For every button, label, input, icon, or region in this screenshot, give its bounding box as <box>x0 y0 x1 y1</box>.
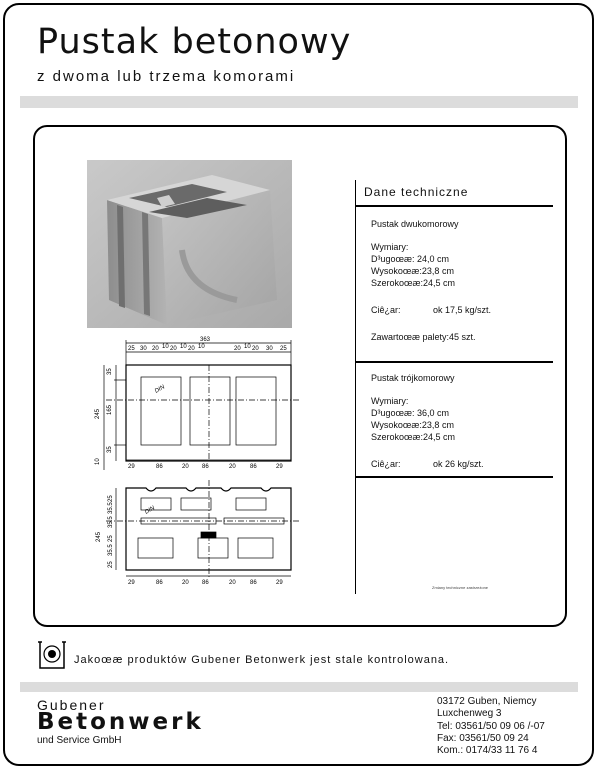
left-dim: 35 <box>107 446 113 453</box>
two-chamber-length: D³ugoœæ: 24,0 cm <box>371 254 450 264</box>
left-total-dim: 245 <box>96 531 102 542</box>
bottom-dim: 20 <box>182 464 189 470</box>
heading-rule <box>356 205 553 207</box>
top-dim: 20 <box>252 346 259 352</box>
two-chamber-dims-label: Wymiary: <box>371 242 409 252</box>
quality-seal-icon <box>37 640 67 672</box>
bottom-dim: 20 <box>182 580 189 586</box>
quality-statement: Jakoœæ produktów Gubener Betonwerk jest stale kontrolowana. <box>74 654 450 666</box>
page-subtitle: z dwoma lub trzema komorami <box>37 68 296 85</box>
bottom-dim: 20 <box>229 464 236 470</box>
top-dim: 30 <box>140 346 147 352</box>
top-dim: 20 <box>152 346 159 352</box>
top-dim: 10 <box>162 344 169 350</box>
page-title: Pustak betonowy <box>37 22 352 62</box>
bottom-dim: 86 <box>250 580 257 586</box>
bottom-dim: 29 <box>276 580 283 586</box>
left-dim: 165 <box>107 404 113 415</box>
address-line-1: 03172 Guben, Niemcy <box>437 696 537 707</box>
top-dim: 20 <box>188 346 195 352</box>
bottom-dim: 86 <box>156 464 163 470</box>
three-chamber-height: Wysokoœæ:23,8 cm <box>371 420 454 430</box>
address-line-2: Luxchenweg 3 <box>437 708 502 720</box>
two-chamber-weight-label: Ciê¿ar: <box>371 305 401 315</box>
two-chamber-pallet: Zawartoœæ palety:45 szt. <box>371 332 476 342</box>
top-dim: 10 <box>244 344 251 350</box>
three-chamber-dims-label: Wymiary: <box>371 396 409 406</box>
bottom-dim: 86 <box>202 580 209 586</box>
bottom-dim: 29 <box>128 464 135 470</box>
fax-line: Fax: 03561/50 09 24 <box>437 732 529 744</box>
left-dim: 25 <box>108 535 114 542</box>
three-chamber-name: Pustak trójkomorowy <box>371 373 455 383</box>
three-chamber-length: D³ugoœæ: 36,0 cm <box>371 408 450 418</box>
specs-heading: Dane techniczne <box>364 185 469 199</box>
top-dim: 20 <box>170 346 177 352</box>
bottom-dim: 29 <box>276 464 283 470</box>
brand-line-3: und Service GmbH <box>37 735 122 746</box>
contact-block <box>437 696 545 757</box>
top-dim: 25 <box>280 346 287 352</box>
left-dim: 35.5 <box>108 544 114 556</box>
technical-data-panel <box>355 180 554 594</box>
top-dim: 30 <box>266 346 273 352</box>
bottom-dim: 86 <box>202 464 209 470</box>
block-photo <box>87 160 292 328</box>
two-chamber-weight-value: ok 17,5 kg/szt. <box>433 305 492 315</box>
left-dim: 25 <box>108 561 114 568</box>
footer-divider-band <box>20 682 578 692</box>
overall-dim: 363 <box>200 337 211 343</box>
two-chamber-width: Szerokoœæ:24,5 cm <box>371 278 456 288</box>
top-dim: 10 <box>180 344 187 350</box>
bottom-dim: 86 <box>156 580 163 586</box>
brand-logo-text: Betonwerk <box>37 709 204 735</box>
phone-line: Tel: 03561/50 09 06 /-07 <box>437 720 545 732</box>
top-dim: 20 <box>234 346 241 352</box>
two-chamber-height: Wysokoœæ:23,8 cm <box>371 266 454 276</box>
brand-line-1: Gubener <box>37 697 106 713</box>
top-dim: 10 <box>198 344 205 350</box>
bottom-dim: 20 <box>229 580 236 586</box>
left-dim: 35.5 <box>108 516 114 528</box>
bottom-dim: 29 <box>128 580 135 586</box>
technical-changes-note: Zmiany techniczne zastrzeżone <box>432 585 489 590</box>
header-divider-band <box>20 96 578 108</box>
section-rule <box>356 361 553 363</box>
din-stamp: DIN <box>144 505 156 516</box>
bottom-dim: 86 <box>250 464 257 470</box>
top-dim: 25 <box>128 346 135 352</box>
mobile-line: Kom.: 0174/33 11 76 4 <box>437 745 538 757</box>
three-chamber-weight-value: ok 26 kg/szt. <box>433 459 484 469</box>
left-dim: 35 <box>107 368 113 375</box>
left-dim: 35.5 <box>108 502 114 514</box>
left-dim: 10 <box>95 458 101 465</box>
left-dim: 25 <box>108 495 114 502</box>
three-chamber-weight-label: Ciê¿ar: <box>371 459 401 469</box>
two-chamber-name: Pustak dwukomorowy <box>371 219 459 229</box>
section-rule <box>356 476 553 478</box>
three-chamber-width: Szerokoœæ:24,5 cm <box>371 432 456 442</box>
left-total-dim: 245 <box>95 408 101 419</box>
din-stamp: DIN <box>154 384 166 395</box>
technical-drawing-section <box>86 480 300 598</box>
technical-drawing-plan <box>86 335 300 470</box>
